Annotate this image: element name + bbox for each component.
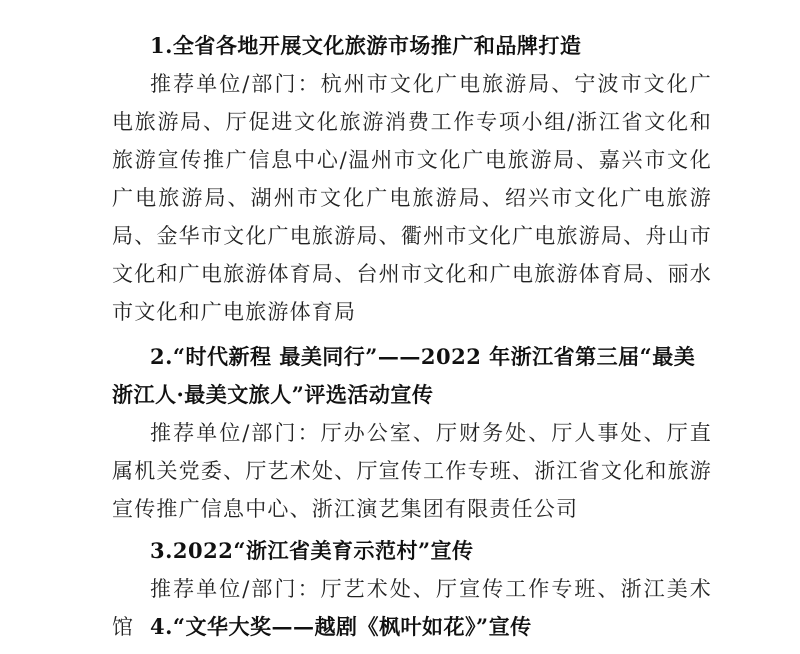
section-1-recommending-units: 推荐单位/部门：杭州市文化广电旅游局、宁波市文化广电旅游局、厅促进文化旅游消费工作专项小组/浙江省文化和旅游宣传推广信息中心/温州市文化广电旅游局、嘉兴市文化广电旅游局、湖州市文化广电旅游局、绍兴市文化广电旅游局、金华市文化广电旅游局、衢州市文化广电旅游局、舟山市文化和广电旅游体育局、台州市文化和广电旅游体育局、丽水市文化和广电旅游体育局 xyxy=(112,72,712,324)
section-2 xyxy=(112,338,712,528)
section-2-heading: 2.“时代新程 最美同行”——2022 年浙江省第三届“最美浙江人·最美文旅人”评选活动宣传 xyxy=(112,344,696,407)
section-1 xyxy=(112,27,712,331)
section-3-recommending-units: 推荐单位/部门：厅艺术处、厅宣传工作专班、浙江美术馆 xyxy=(112,577,712,639)
section-1-heading: 1.全省各地开展文化旅游市场推广和品牌打造 xyxy=(150,33,582,58)
section-3-heading: 3.2022“浙江省美育示范村”宣传 xyxy=(150,538,474,563)
section-2-recommending-units: 推荐单位/部门：厅办公室、厅财务处、厅人事处、厅直属机关党委、厅艺术处、厅宣传工作专班、浙江省文化和旅游宣传推广信息中心、浙江演艺集团有限责任公司 xyxy=(112,421,712,521)
section-4-heading: 4.“文华大奖——越剧《枫叶如花》”宣传 xyxy=(150,614,532,639)
section-4 xyxy=(112,608,712,646)
